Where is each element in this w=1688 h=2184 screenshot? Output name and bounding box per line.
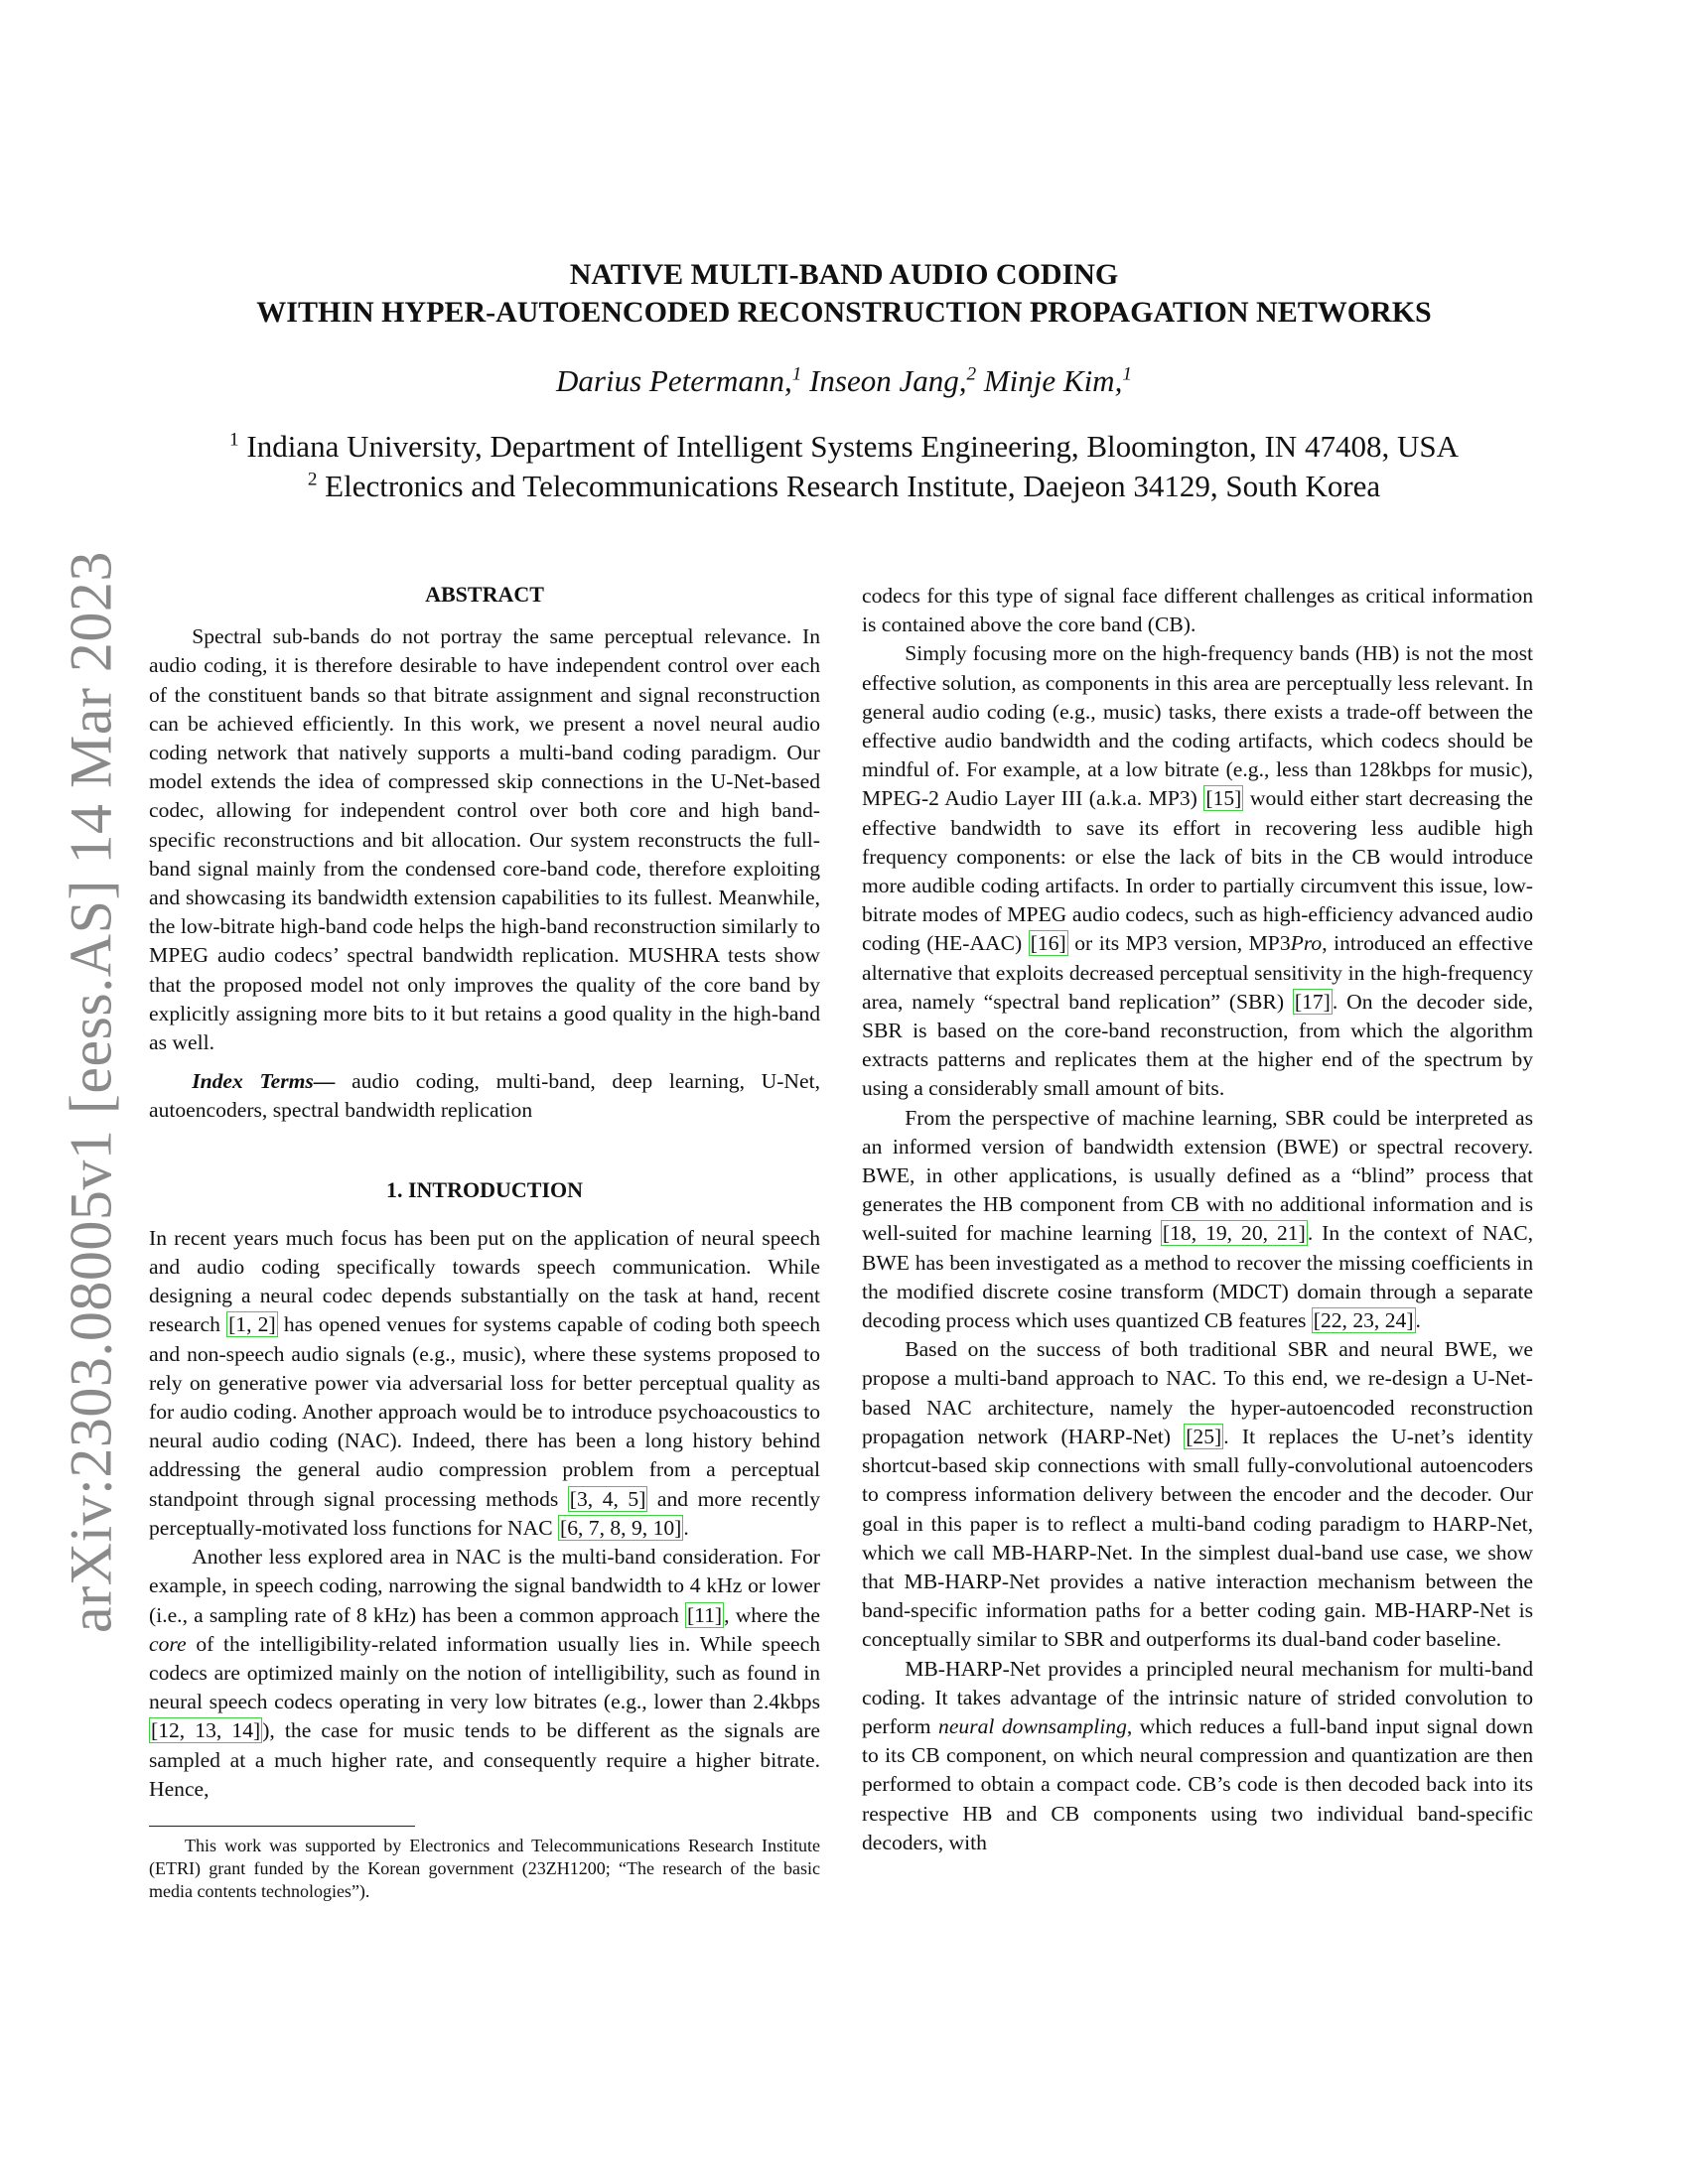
- text-run: .: [1415, 1308, 1421, 1333]
- left-column: [149, 580, 820, 1903]
- body-paragraph: codecs for this type of signal face different challenges as critical information is contained above the core band (CB).: [862, 584, 1533, 637]
- text-run: and more recently perceptually-motivated loss functions for NAC: [149, 1486, 820, 1540]
- body-paragraph: [862, 1104, 1533, 1336]
- emphasis: Pro: [1290, 931, 1323, 956]
- body-paragraph: [862, 639, 1533, 1103]
- body-paragraph: [862, 1335, 1533, 1654]
- abstract-text: Spectral sub-bands do not portray the same perceptual relevance. In audio coding, it is therefore desirable to have independent control over each of the constituent bands so that bitrate assignment and signal reconstruction can be achieved efficiently. In this work, we present a novel neural audio coding network that natively supports a multi-band coding paradigm. Our model extends the idea of compressed skip connections in the U-Net-based codec, allowing for independent control over both core and high band-specific reconstructions and bit allocation. Our system reconstructs the full-band signal mainly from the condensed core-band code, therefore exploiting and showcasing its bandwidth extension capabilities to its fullest. Meanwhile, the low-bitrate high-band code helps the high-band reconstruction similarly to MPEG audio codecs’ spectral bandwidth replication. MUSHRA tests show that the proposed model not only improves the quality of the core band by explicitly assigning more bits to it but retains a good quality in the high-band as well.: [149, 624, 820, 1055]
- footnote-rule: [149, 1826, 415, 1827]
- text-run: . In the context of NAC, BWE has been investigated as a method to recover the missing coefficients in the modified discrete cosine transform (MDCT) domain through a separate decoding process which uses quantized CB features: [862, 1221, 1533, 1333]
- arxiv-side-identifier: arXiv:2303.08005v1 [eess.AS] 14 Mar 2023: [58, 551, 124, 1633]
- citation-link[interactable]: [11]: [686, 1602, 723, 1627]
- author-name: Inseon Jang,: [809, 363, 967, 398]
- text-run: , where the: [724, 1602, 820, 1627]
- author-affil-mark: 2: [966, 363, 977, 385]
- author-name: Darius Petermann,: [556, 363, 792, 398]
- title-line-2: WITHIN HYPER-AUTOENCODED RECONSTRUCTION PROPAGATION NETWORKS: [256, 296, 1432, 329]
- citation-link[interactable]: [16]: [1030, 931, 1066, 956]
- affiliation-text: Indiana University, Department of Intelligent Systems Engineering, Bloomington, IN 47408, USA: [246, 429, 1459, 464]
- citation-link[interactable]: [12, 13, 14]: [151, 1718, 261, 1743]
- intro-paragraph-1: [149, 1224, 820, 1543]
- abstract-heading: ABSTRACT: [425, 582, 544, 607]
- text-run: or its MP3 version, MP3: [1067, 931, 1291, 956]
- text-run: . On the decoder side, SBR is based on the core-band reconstruction, from which the algorithm extracts patterns and replicates them at the higher end of the spectrum by using a considerably small amount of bits.: [862, 989, 1534, 1101]
- text-run: .: [683, 1515, 689, 1540]
- index-terms-label: Index Terms—: [192, 1069, 336, 1094]
- citation-link[interactable]: [1, 2]: [228, 1312, 276, 1337]
- body-paragraph: [862, 1655, 1533, 1857]
- citation-link[interactable]: [22, 23, 24]: [1313, 1308, 1414, 1333]
- text-run: MB-HARP-Net provides a principled neural mechanism for multi-band coding. It takes advantage of the intrinsic nature of strided convolution to perform: [862, 1656, 1533, 1738]
- author-name: Minje Kim,: [983, 363, 1123, 398]
- intro-paragraph-2: [149, 1543, 820, 1804]
- title-line-1: NATIVE MULTI-BAND AUDIO CODING: [569, 258, 1119, 291]
- text-run: has opened venues for systems capable of coding both speech and non-speech audio signals (e.g., music), where these systems proposed to rely on generative power via adversarial loss for better perceptual quality as for audio coding. Another approach would be to introduce psychoacoustics to neural audio coding (NAC). Indeed, there has been a long history behind addressing the general audio compression problem from a perceptual standpoint through signal processing methods: [149, 1312, 820, 1511]
- text-run: ), the case for music tends to be different as the signals are sampled at a much higher rate, and consequently require a higher bitrate. Hence,: [149, 1718, 820, 1801]
- index-terms-text: audio coding, multi-band, deep learning, U-Net, autoencoders, spectral bandwidth replication: [149, 1069, 820, 1123]
- text-run: , which reduces a full-band input signal down to its CB component, on which neural compression and quantization are then performed to obtain a compact code. CB’s code is then decoded back into its respective HB and CB components using two individual band-specific decoders, with: [862, 1713, 1534, 1854]
- text-run: Simply focusing more on the high-frequency bands (HB) is not the most effective solution, as components in this area are perceptually less relevant. In general audio coding (e.g., music) tasks, there exists a trade-off between the effective audio bandwidth and the coding artifacts, which codecs should be mindful of. For example, at a low bitrate (e.g., less than 128kbps for music), MPEG-2 Audio Layer III (a.k.a. MP3): [862, 641, 1533, 811]
- affiliations: [0, 427, 1688, 506]
- emphasis: core: [149, 1631, 187, 1656]
- right-column: [862, 582, 1533, 1857]
- citation-link[interactable]: [6, 7, 8, 9, 10]: [560, 1515, 682, 1540]
- text-run: Another less explored area in NAC is the multi-band consideration. For example, in speech coding, narrowing the signal bandwidth to 4 kHz or lower (i.e., a sampling rate of 8 kHz) has been a common approach: [149, 1545, 820, 1627]
- text-run: , introduced an effective alternative that exploits decreased perceptual sensitivity in the high-frequency area, namely “spectral band replication” (SBR): [862, 931, 1533, 1014]
- author-affil-mark: 1: [791, 363, 802, 385]
- affil-mark: 1: [229, 429, 239, 451]
- index-terms: [149, 1067, 820, 1125]
- introduction-heading: 1. INTRODUCTION: [385, 1176, 584, 1202]
- citation-link[interactable]: [3, 4, 5]: [569, 1486, 646, 1511]
- affil-mark: 2: [307, 469, 318, 490]
- footnote: This work was supported by Electronics and Telecommunications Research Institute (ETRI) grant funded by the Korean government (23ZH1200; “The research of the basic media contents technologies”).: [149, 1835, 820, 1901]
- affiliation-2: [0, 467, 1688, 506]
- paper-title: [0, 256, 1688, 332]
- affiliation-text: Electronics and Telecommunications Research Institute, Daejeon 34129, South Korea: [325, 469, 1381, 503]
- emphasis: neural downsampling: [938, 1713, 1127, 1738]
- text-run: In recent years much focus has been put on the application of neural speech and audio coding specifically towards speech communication. While designing a neural codec depends substantially on the task at hand, recent research: [149, 1225, 820, 1337]
- text-run: . It replaces the U-net’s identity shortcut-based skip connections with small fully-convolutional autoencoders to compress information delivery between the encoder and the decoder. Our goal in this paper is to reflect a multi-band coding paradigm to HARP-Net, which we call MB-HARP-Net. In the simplest dual-band use case, we show that MB-HARP-Net provides a native interaction mechanism between the band-specific information paths for a better coding gain. MB-HARP-Net is conceptually similar to SBR and outperforms its dual-band coder baseline.: [862, 1424, 1533, 1652]
- text-run: would either start decreasing the effective bandwidth to save its effort in recovering less audible high frequency components: or else the lack of bits in the CB would introduce more audible coding artifacts. In order to partially circumvent this issue, low-bitrate modes of MPEG audio codecs, such as high-efficiency advanced audio coding (HE-AAC): [862, 786, 1534, 956]
- text-run: Based on the success of both traditional SBR and neural BWE, we propose a multi-band approach to NAC. To this end, we re-design a U-Net-based NAC architecture, namely the hyper-autoencoded reconstruction propagation network (HARP-Net): [862, 1337, 1533, 1448]
- citation-link[interactable]: [17]: [1294, 989, 1331, 1014]
- citation-link[interactable]: [15]: [1205, 786, 1242, 811]
- citation-link[interactable]: [25]: [1186, 1424, 1222, 1448]
- authors: [0, 361, 1688, 401]
- affiliation-1: [0, 427, 1688, 467]
- text-run: From the perspective of machine learning, SBR could be interpreted as an informed version of bandwidth extension (BWE) or spectral recovery. BWE, in other applications, is usually defined as a “blind” process that generates the HB component from CB with no additional information and is well-suited for machine learning: [862, 1105, 1533, 1246]
- text-run: of the intelligibility-related information usually lies in. While speech codecs are optimized mainly on the notion of intelligibility, such as found in neural speech codecs operating in very low bitrates (e.g., lower than 2.4kbps: [149, 1631, 820, 1714]
- citation-link[interactable]: [18, 19, 20, 21]: [1162, 1221, 1306, 1246]
- title-block: [0, 256, 1688, 506]
- author-affil-mark: 1: [1122, 363, 1132, 385]
